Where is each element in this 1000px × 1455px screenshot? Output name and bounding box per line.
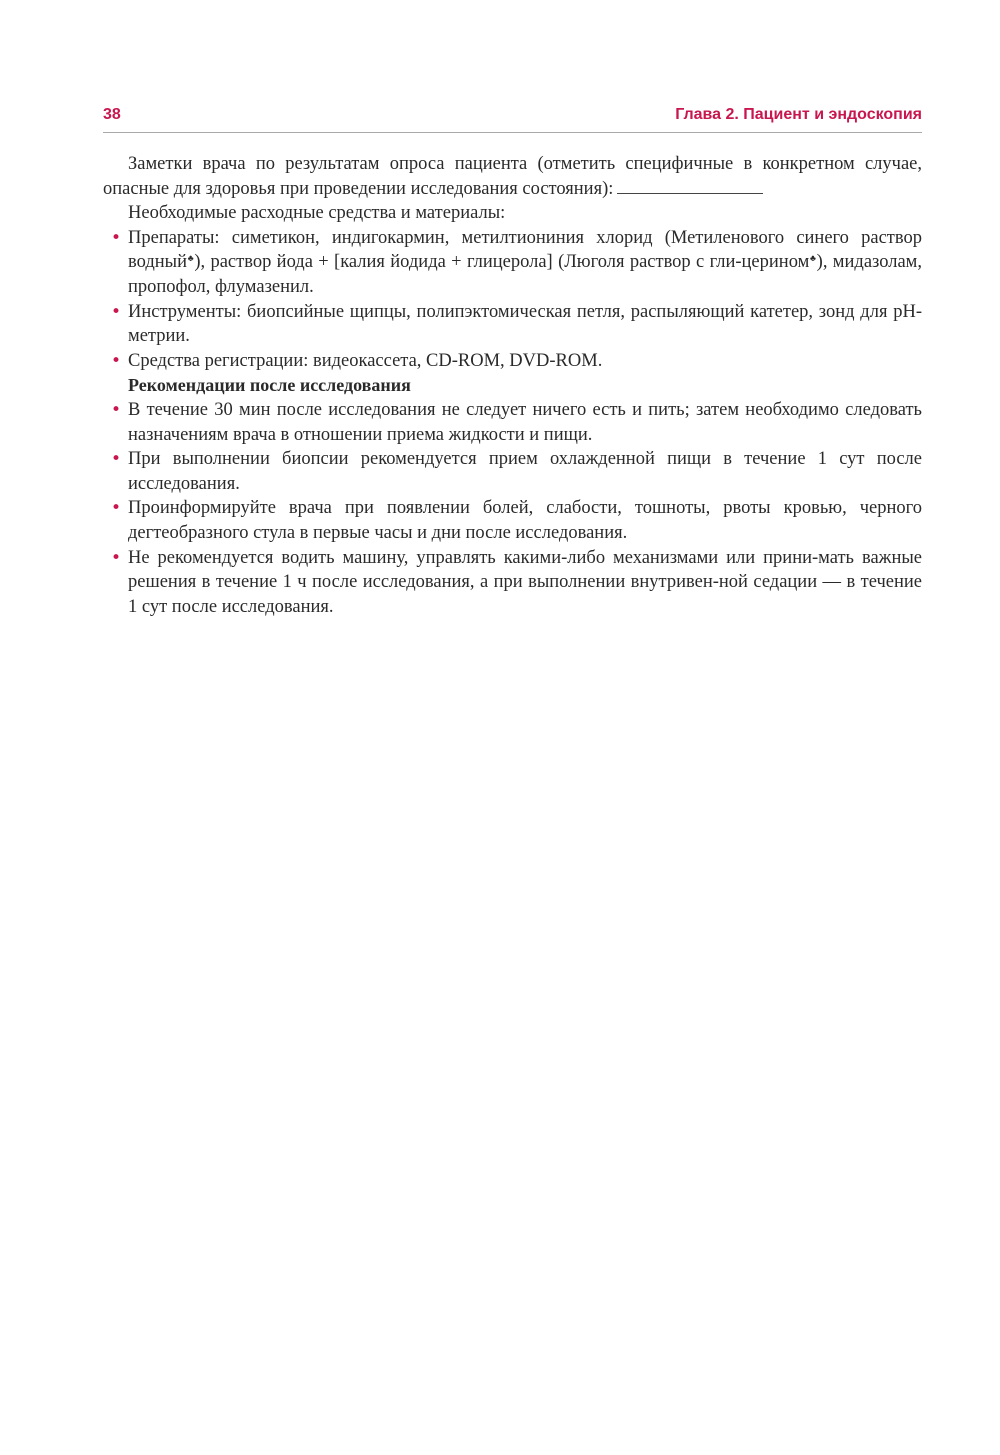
header-divider	[103, 132, 922, 133]
list-item	[103, 349, 922, 374]
registered-drug-mark-icon: ♣	[186, 253, 195, 264]
recommendations-list	[103, 398, 922, 619]
list-item	[103, 496, 922, 545]
bullet-icon: •	[111, 449, 122, 470]
page-body	[103, 152, 922, 619]
recommendation-text: При выполнении биопсии рекомендуется прием охлажденной пищи в течение 1 сут после исследования.	[128, 449, 922, 494]
doctor-notes-text: Заметки врача по результатам опроса пациента (отметить специфичные в конкретном случае, опасные для здоровья при проведении исследования состояния):	[103, 154, 922, 199]
bullet-icon: •	[111, 227, 122, 248]
bullet-icon: •	[111, 547, 122, 568]
list-item	[103, 226, 922, 300]
notes-fill-line	[617, 192, 763, 194]
drugs-text-part1: Препараты: симетикон, индигокармин, метилтиониния хлорид (Метиленового синего раствор водный	[128, 227, 922, 273]
chapter-title: Глава 2. Пациент и эндоскопия	[675, 106, 922, 123]
bullet-icon: •	[111, 301, 122, 322]
recommendation-text: Проинформируйте врача при появлении болей, слабости, тошноты, рвоты кровью, черного дегтеобразного стула в первые часы и дни после исследования.	[128, 498, 922, 543]
registered-drug-mark-icon: ♣	[809, 253, 817, 264]
recommendation-text: Не рекомендуется водить машину, управлять какими-либо механизмами или прини-мать важные решения в течение 1 ч после исследования, а при выполнении внутривен-ной седации — в течение 1 сут после исследования.	[128, 547, 922, 617]
list-item	[103, 546, 922, 620]
bullet-icon: •	[111, 399, 122, 420]
registration-media-text: Средства регистрации: видеокассета, CD-ROM, DVD-ROM.	[128, 350, 603, 371]
materials-intro: Необходимые расходные средства и материалы:	[128, 203, 506, 224]
doctor-notes-paragraph	[103, 152, 922, 201]
list-item	[103, 398, 922, 447]
recommendations-heading: Рекомендации после исследования	[128, 375, 411, 396]
bullet-icon: •	[111, 350, 122, 371]
list-item	[103, 447, 922, 496]
drugs-text-part3: ), мидазолам, пропофол, флумазенил.	[128, 252, 923, 297]
bullet-icon: •	[111, 498, 122, 519]
recommendation-text: В течение 30 мин после исследования не следует ничего есть и пить; затем необходимо следовать назначениям врача в отношении приема жидкости и пищи.	[128, 399, 922, 445]
instruments-text: Инструменты: биопсийные щипцы, полипэктомическая петля, распыляющий катетер, зонд для pH-метрии.	[128, 301, 922, 347]
list-item	[103, 300, 922, 349]
page-header	[103, 104, 922, 128]
materials-list	[103, 226, 922, 374]
page-number: 38	[103, 106, 121, 123]
drugs-text-part2: ), раствор йода + [калия йодида + глицерола] (Люголя раствор с гли-церином	[194, 252, 810, 273]
